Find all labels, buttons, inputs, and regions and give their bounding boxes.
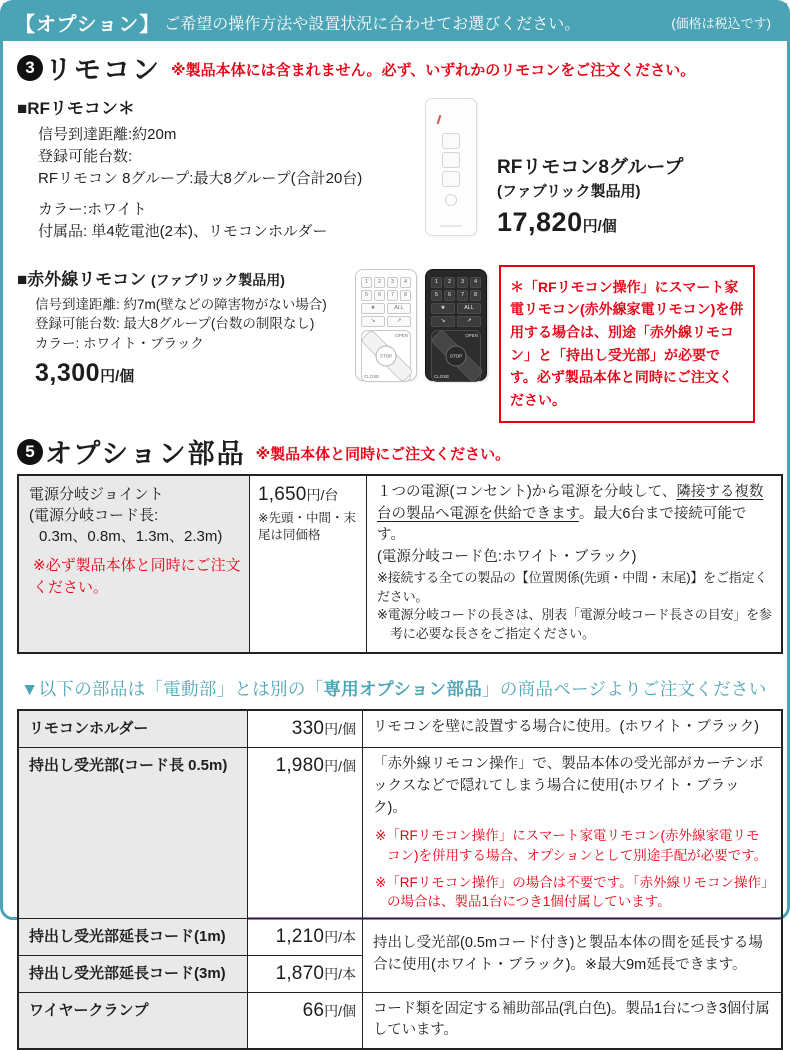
part-price-unit: 円/本 bbox=[324, 928, 356, 945]
remote-section-warning: ※製品本体には含まれません。必ず、いずれかのリモコンをご注文ください。 bbox=[171, 62, 696, 79]
arrow-down-icon: ↘ bbox=[361, 316, 385, 327]
header-tax-note: (価格は税込です) bbox=[671, 15, 771, 31]
rf-remote-brand-mark bbox=[440, 225, 462, 227]
ir-price bbox=[35, 359, 355, 388]
ir-remote-product-images bbox=[355, 269, 487, 423]
header-bracket-title: 【オプション】 bbox=[15, 13, 161, 36]
rf-remote-led-mark bbox=[437, 115, 442, 124]
digit-key-4: 4 bbox=[470, 277, 481, 288]
digit-key-4: 4 bbox=[400, 277, 411, 288]
option-parts-table bbox=[17, 709, 783, 1050]
part-price-cell bbox=[248, 748, 363, 919]
ir-price-unit: 円/個 bbox=[100, 368, 135, 386]
part-price-unit: 円/個 bbox=[324, 1002, 356, 1019]
rf-remote-specs bbox=[17, 94, 425, 243]
ir-price-amount: 3,300 bbox=[35, 359, 101, 388]
digit-key-3: 3 bbox=[457, 277, 468, 288]
rf-product-name: RFリモコン8グループ bbox=[497, 157, 684, 178]
table-row bbox=[18, 748, 782, 919]
digit-key-3: 3 bbox=[387, 277, 398, 288]
parts-section-title: オプション部品 bbox=[45, 438, 246, 469]
joint-desc-post: 。最大6台まで接続可能です。 bbox=[377, 505, 747, 544]
part-name-cell: 持出し受光部延長コード(3m) bbox=[18, 955, 248, 992]
ir-black-group-keys bbox=[431, 303, 481, 314]
ir-white-group-keys bbox=[361, 303, 411, 314]
rf-remote-product-image bbox=[425, 98, 477, 236]
part-price-amount: 1,870 bbox=[275, 962, 325, 984]
part-description: 「赤外線リモコン操作」で、製品本体の受光部がカーテンボックスなどで隠れてしまう場合に使用(ホワイト・ブラック)。 bbox=[373, 756, 764, 816]
all-key: ALL bbox=[457, 303, 481, 314]
joint-description-cell bbox=[367, 475, 783, 653]
ir-remote-specs bbox=[17, 265, 355, 423]
parts-section-heading bbox=[17, 439, 775, 468]
ir-white-arrow-keys bbox=[361, 316, 411, 327]
part-description-cell bbox=[363, 748, 783, 919]
part-name-cell: 持出し受光部延長コード(1m) bbox=[18, 918, 248, 955]
sheet-content bbox=[3, 41, 787, 1050]
joint-price-amount: 1,650 bbox=[258, 483, 307, 505]
rf-remote-heading: ■RFリモコン＊ bbox=[17, 99, 135, 118]
part-price-cell bbox=[248, 710, 363, 748]
rf-remote-round-button bbox=[445, 194, 457, 206]
joint-desc-underlined: 隣接する複数台の製品へ電源を供給できます bbox=[377, 483, 764, 522]
ir-black-digit-keys bbox=[431, 277, 481, 301]
part-description-cell: 持出し受光部(0.5mコード付き)と製品本体の間を延長する場合に使用(ホワイト・ブラック)。※最大9m延長できます。 bbox=[363, 918, 783, 992]
part-name-cell: 持出し受光部(コード長 0.5m) bbox=[18, 748, 248, 919]
rf-spec-register-label: 登録可能台数: bbox=[38, 147, 133, 165]
ir-remote-white-image bbox=[355, 269, 417, 381]
close-label: CLOSE bbox=[364, 373, 380, 379]
joint-order-note: ※必ず製品本体と同時にご注文ください。 bbox=[33, 556, 241, 596]
part-price-amount: 1,210 bbox=[275, 925, 325, 947]
arrow-down-icon: ↘ bbox=[431, 316, 455, 327]
parts-section-warning: ※製品本体と同時にご注文ください。 bbox=[255, 445, 511, 463]
ir-black-rocker bbox=[431, 330, 481, 382]
ir-white-digit-keys bbox=[361, 277, 411, 301]
rf-spec-accessories: 付属品: 単4乾電池(2本)、リモコンホルダー bbox=[38, 223, 328, 240]
remote-section-heading bbox=[17, 55, 775, 84]
rf-remote-open-button bbox=[442, 133, 460, 149]
ir-spec-groups: 登録可能台数: 最大8グループ(台数の制限なし) bbox=[35, 316, 315, 332]
stop-button: STOP bbox=[376, 345, 397, 366]
part-description-cell: コード類を固定する補助部品(乳白色)。製品1台につき3個付属しています。 bbox=[363, 992, 783, 1049]
ir-remote-block bbox=[17, 265, 775, 423]
rf-remote-block bbox=[17, 94, 775, 243]
joint-cord-length-label: (電源分岐コード長: bbox=[29, 506, 159, 524]
ir-white-rocker bbox=[361, 330, 411, 382]
joint-cord-color: (電源分岐コード色:ホワイト・ブラック) bbox=[377, 549, 637, 566]
ir-remote-heading-main: ■赤外線リモコン bbox=[17, 269, 147, 289]
arrow-up-icon: ↗ bbox=[387, 316, 411, 327]
rf-product-subname: (ファブリック製品用) bbox=[497, 182, 641, 200]
table-row bbox=[18, 475, 782, 653]
digit-key-5: 5 bbox=[431, 290, 442, 301]
part-price-amount: 1,980 bbox=[275, 755, 325, 777]
star-key: ★ bbox=[361, 303, 385, 314]
order-note-bold: 専用オプション部品 bbox=[323, 679, 483, 700]
ir-remote-black-image bbox=[425, 269, 487, 381]
rf-remote-buttons bbox=[442, 133, 460, 187]
digit-key-8: 8 bbox=[470, 290, 481, 301]
ir-remote-heading bbox=[17, 265, 355, 290]
digit-key-6: 6 bbox=[444, 290, 455, 301]
rf-combination-warning-box: ＊「RFリモコン操作」にスマート家電リモコン(赤外線家電リモコン)を併用する場合は、別途「赤外線リモコン」と「持出し受光部」が必要です。必ず製品本体と同時にご注文ください。 bbox=[499, 265, 755, 423]
part-price-cell bbox=[248, 918, 363, 955]
ir-remote-heading-sub: (ファブリック製品用) bbox=[151, 271, 285, 288]
rf-spec-range: 信号到達距離:約20m bbox=[38, 126, 177, 143]
digit-key-2: 2 bbox=[444, 277, 455, 288]
rf-price-unit: 円/個 bbox=[582, 217, 617, 235]
rf-spec-color: カラー:ホワイト bbox=[38, 201, 147, 219]
dedicated-parts-order-note bbox=[21, 676, 775, 701]
open-label: OPEN bbox=[395, 332, 408, 338]
ir-spec-range: 信号到達距離: 約7m(壁などの障害物がない場合) bbox=[35, 296, 327, 312]
options-header bbox=[3, 3, 787, 41]
stop-button: STOP bbox=[446, 345, 467, 366]
joint-note-1: ※接続する全ての製品の【位置関係(先頭・中間・末尾)】をご指定ください。 bbox=[377, 569, 768, 604]
digit-key-5: 5 bbox=[361, 290, 372, 301]
part-price-amount: 66 bbox=[302, 999, 325, 1021]
power-joint-table bbox=[17, 474, 783, 654]
remote-section-title: リモコン bbox=[45, 55, 161, 85]
digit-key-6: 6 bbox=[374, 290, 385, 301]
part-name-cell: リモコンホルダー bbox=[18, 710, 248, 748]
digit-key-1: 1 bbox=[431, 277, 442, 288]
part-price-amount: 330 bbox=[291, 718, 325, 740]
order-note-post: 」の商品ページよりご注文ください bbox=[482, 679, 767, 700]
joint-price-note: ※先頭・中間・末尾は同価格 bbox=[258, 510, 356, 543]
header-subtitle: ご希望の操作方法や設置状況に合わせてお選びください。 bbox=[164, 15, 581, 33]
joint-name-cell bbox=[18, 475, 250, 653]
open-label: OPEN bbox=[465, 332, 478, 338]
close-label: CLOSE bbox=[434, 373, 450, 379]
part-price-cell bbox=[248, 955, 363, 992]
circled-number-5-icon: 5 bbox=[17, 439, 43, 465]
rf-spec-groups: RFリモコン 8グループ:最大8グループ(合計20台) bbox=[38, 169, 363, 187]
ir-black-arrow-keys bbox=[431, 316, 481, 327]
joint-price-cell bbox=[250, 475, 367, 653]
part-price-cell bbox=[248, 992, 363, 1049]
rf-price-block bbox=[497, 94, 683, 243]
joint-cord-lengths: 0.3m、0.8m、1.3m、2.3m) bbox=[39, 527, 223, 545]
rf-remote-stop-button bbox=[442, 152, 460, 168]
joint-price bbox=[258, 484, 360, 506]
arrow-up-icon: ↗ bbox=[457, 316, 481, 327]
part-price-unit: 円/本 bbox=[324, 965, 356, 982]
part-red-note-1: ※「RFリモコン操作」にスマート家電リモコン(赤外線家電リモコン)を併用する場合、オプションとして別途手配が必要です。 bbox=[375, 828, 768, 863]
star-key: ★ bbox=[431, 303, 455, 314]
digit-key-1: 1 bbox=[361, 277, 372, 288]
digit-key-7: 7 bbox=[387, 290, 398, 301]
part-red-note-2: ※「RFリモコン操作」の場合は不要です。「赤外線リモコン操作」の場合は、製品1台につき1個付属しています。 bbox=[375, 874, 768, 910]
rf-price bbox=[497, 207, 683, 238]
table-row bbox=[18, 918, 782, 955]
all-key: ALL bbox=[387, 303, 411, 314]
table-row bbox=[18, 710, 782, 748]
order-note-pre: ▼以下の部品は「電動部」とは別の「 bbox=[21, 679, 324, 700]
table-row bbox=[18, 992, 782, 1049]
part-description-cell: リモコンを壁に設置する場合に使用。(ホワイト・ブラック) bbox=[363, 710, 783, 748]
joint-desc-pre: １つの電源(コンセント)から電源を分岐して、 bbox=[377, 483, 677, 500]
part-price-unit: 円/個 bbox=[324, 758, 356, 775]
ir-spec-color: カラー: ホワイト・ブラック bbox=[35, 335, 204, 351]
joint-name: 電源分岐ジョイント bbox=[29, 485, 164, 503]
rf-remote-close-button bbox=[442, 171, 460, 187]
digit-key-7: 7 bbox=[457, 290, 468, 301]
digit-key-2: 2 bbox=[374, 277, 385, 288]
joint-price-unit: 円/台 bbox=[306, 486, 339, 503]
joint-description bbox=[377, 482, 773, 547]
circled-number-3-icon: 3 bbox=[17, 55, 43, 81]
digit-key-8: 8 bbox=[400, 290, 411, 301]
joint-note-2: ※電源分岐コードの長さは、別表「電源分岐コード長さの目安」を参考に必要な長さをご指定ください。 bbox=[377, 607, 772, 642]
rf-price-amount: 17,820 bbox=[497, 206, 583, 237]
part-name-cell: ワイヤークランプ bbox=[18, 992, 248, 1049]
part-price-unit: 円/個 bbox=[324, 721, 356, 738]
